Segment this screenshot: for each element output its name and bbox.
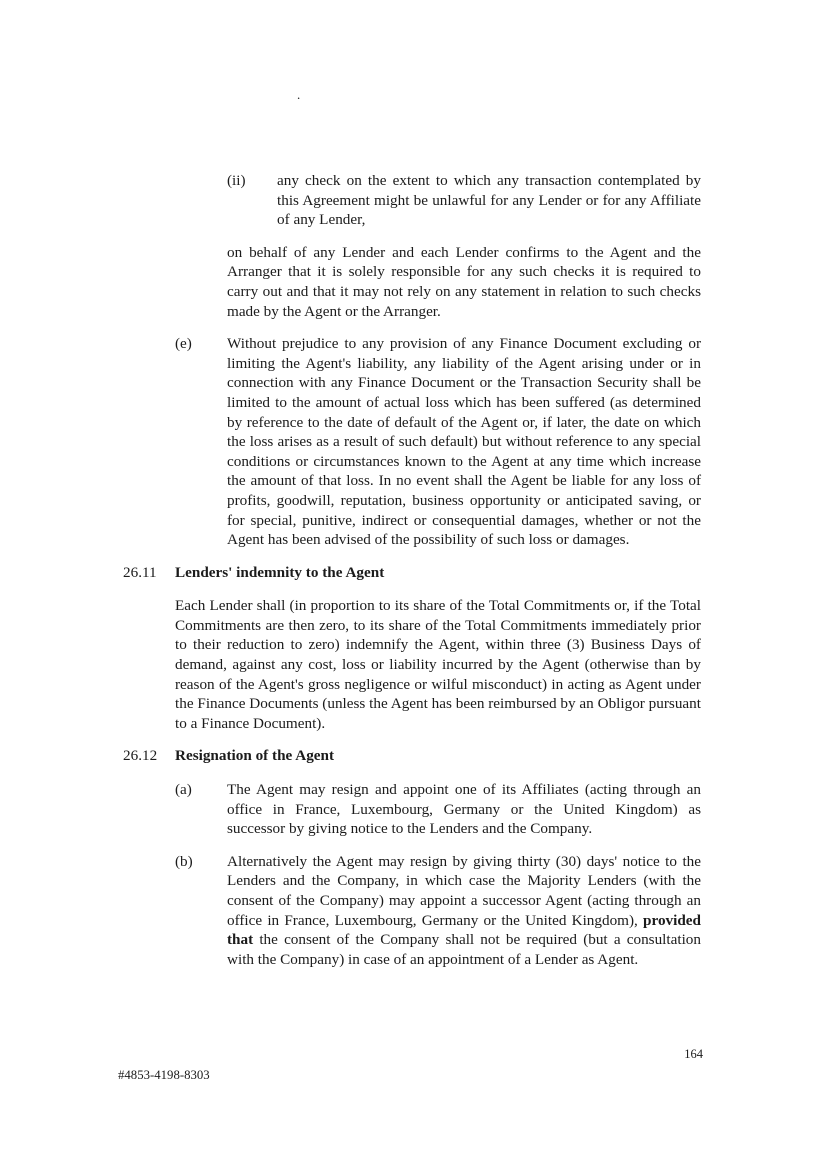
clause-b-text-before: Alternatively the Agent may resign by giving thirty (30) days' notice to the Lenders and the Company, in which case the Majority Lenders (with the consent of the Company) may appoint a successor Agent (acting through an office in France, Luxembourg, Germany or the United Kingdom),: [227, 852, 701, 929]
clause-e: [175, 334, 701, 550]
stray-period-mark: .: [297, 87, 301, 102]
clause-ii-label: (ii): [227, 172, 246, 189]
continuation-paragraph: on behalf of any Lender and each Lender confirms to the Agent and the Arranger that it is solely responsible for any such checks it is required to carry out and that it may not rely on any statement in relation to such checks made by the Agent or the Arranger.: [227, 243, 701, 320]
document-reference-number: #4853-4198-8303: [118, 1068, 210, 1082]
clause-e-label: (e): [175, 335, 192, 353]
clause-ii: [227, 171, 701, 230]
clause-b-label: (b): [175, 852, 193, 870]
section-26-11-title: Lenders' indemnity to the Agent: [175, 563, 385, 581]
section-26-12-title: Resignation of the Agent: [175, 747, 335, 765]
clause-a-label: (a): [175, 781, 192, 799]
section-26-12-heading-row: [123, 746, 701, 766]
clause-b-text: [227, 852, 701, 970]
section-26-11-number: 26.11: [123, 563, 157, 581]
clause-ii-text: any check on the extent to which any transaction contemplated by this Agreement might be unlawful for any Lender or for any Affiliate of any Lender,: [277, 172, 701, 229]
clause-a-text: The Agent may resign and appoint one of its Affiliates (acting through an office in France, Luxembourg, Germany or the United Kingdom) as successor by giving notice to the Lenders and the Company.: [227, 781, 701, 838]
section-26-11-heading-row: [123, 563, 701, 583]
section-26-11-body: Each Lender shall (in proportion to its share of the Total Commitments or, if the Total Commitments are then zero, to its share of the Total Commitments immediately prior to their reduction to zero) indemnify the Agent, within three (3) Business Days of demand, against any cost, loss or liability incurred by the Agent (otherwise than by reason of the Agent's gross negligence or wilful misconduct) in acting as Agent under the Finance Documents (unless the Agent has been reimbursed by an Obligor pursuant to a Finance Document).: [175, 597, 701, 732]
section-26-12-number: 26.12: [123, 747, 158, 765]
clause-b: [175, 852, 701, 970]
clause-a: [175, 780, 701, 839]
clause-e-text: Without prejudice to any provision of any Finance Document excluding or limiting the Agent's liability, any liability of the Agent arising under or in connection with any Finance Document or the Transaction Security shall be limited to the amount of actual loss which has been suffered (as determined by reference to the date of default of the Agent or, if later, the date on which the loss arises as a result of such default) but without reference to any special conditions or circumstances known to the Agent at any time which increase the amount of that loss. In no event shall the Agent be liable for any loss of profits, goodwill, reputation, business opportunity or anticipated saving, or for special, punitive, indirect or consequential damages, whether or not the Agent has been advised of the possibility of such loss or damages.: [227, 335, 701, 549]
document-content: [0, 171, 825, 982]
clause-b-text-after: the consent of the Company shall not be required (but a consultation with the Company) in case of an appointment of a Lender as Agent.: [227, 931, 701, 968]
page-number: 164: [684, 1047, 703, 1061]
clause-b-provided-that: provided that: [227, 911, 701, 949]
